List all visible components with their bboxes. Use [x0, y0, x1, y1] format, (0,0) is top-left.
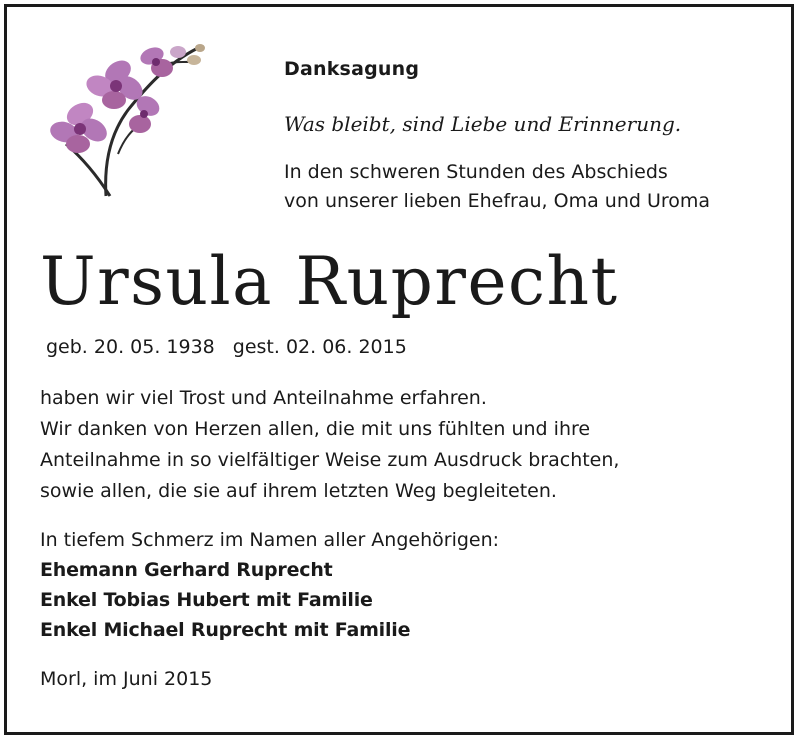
thanks-line: Wir danken von Herzen allen, die mit uns fühlten und ihre — [40, 418, 591, 440]
thanks-line: sowie allen, die sie auf ihrem letzten Weg begleiteten. — [40, 480, 557, 502]
death-date: gest. 02. 06. 2015 — [232, 336, 407, 358]
relative-name: Enkel Michael Ruprecht mit Familie — [40, 619, 411, 641]
orchid-icon — [48, 34, 220, 206]
relative-name: Ehemann Gerhard Ruprecht — [40, 559, 333, 581]
thanks-line: haben wir viel Trost und Anteilnahme erfahren. — [40, 387, 487, 409]
mourning-intro: In tiefem Schmerz im Namen aller Angehörigen: — [40, 529, 500, 551]
intro-line: In den schweren Stunden des Abschieds — [284, 161, 668, 183]
thanks-line: Anteilnahme in so vielfältiger Weise zum Ausdruck brachten, — [40, 449, 620, 471]
motto: Was bleibt, sind Liebe und Erinnerung. — [284, 112, 682, 136]
thanks-text — [40, 383, 619, 507]
intro-line: von unserer lieben Ehefrau, Oma und Uroma — [284, 190, 711, 212]
birth-date: geb. 20. 05. 1938 — [46, 336, 215, 358]
deceased-name: Ursula Ruprecht — [40, 243, 619, 320]
notice-heading: Danksagung — [284, 58, 420, 80]
intro-text — [284, 158, 710, 216]
mourners-block — [40, 525, 499, 645]
life-dates — [46, 336, 407, 358]
place-date: Morl, im Juni 2015 — [40, 668, 213, 690]
relative-name: Enkel Tobias Hubert mit Familie — [40, 589, 373, 611]
